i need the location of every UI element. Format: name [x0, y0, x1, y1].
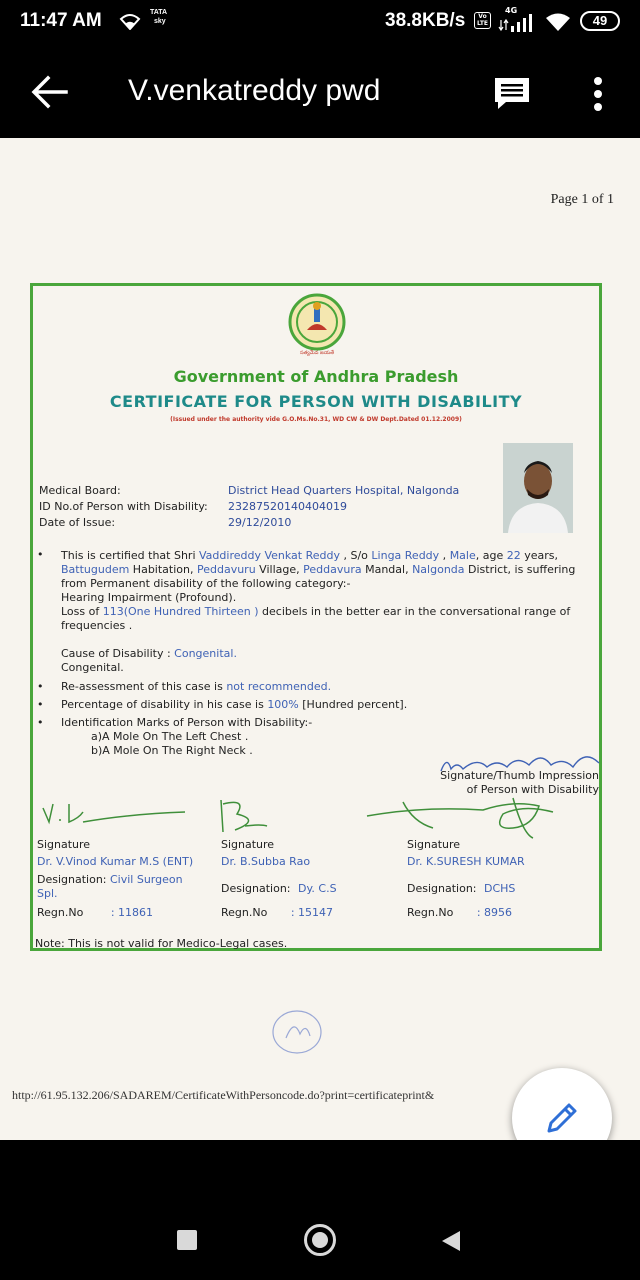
status-time: 11:47 AM: [20, 10, 102, 31]
volte-line1: Vo: [478, 13, 487, 20]
pencil-edit-icon: [545, 1101, 579, 1135]
stamp-icon: [270, 1008, 324, 1056]
volte-line2: LTE: [476, 20, 489, 27]
net-speed: 38.8KB/s: [385, 10, 466, 31]
comment-icon[interactable]: [492, 76, 532, 112]
info-value: 23287520140404019: [228, 500, 347, 513]
identification-marks-label: Identification Marks of Person with Disability:-: [61, 716, 313, 729]
network-type: 4G: [505, 6, 518, 15]
certificate-title: CERTIFICATE FOR PERSON WITH DISABILITY: [109, 392, 523, 411]
info-label: ID No.of Person with Disability:: [39, 500, 208, 513]
volte-icon: [474, 12, 491, 29]
sig3-label: Signature: [407, 838, 461, 851]
sig3-regn: Regn.No : 8956: [407, 906, 513, 919]
wifi-strong-icon: [544, 12, 572, 32]
battery-icon: 49: [580, 11, 620, 31]
system-nav-bar: [0, 1140, 640, 1280]
bullet: •: [37, 548, 44, 561]
back-arrow-icon[interactable]: [30, 74, 70, 110]
carrier-line2: sky: [154, 18, 166, 25]
certification-paragraph: This is certified that Shri Vaddireddy Venkat Reddy , S/o Linga Reddy , Male, age 22 years, Battugudem Habitation, Peddavuru Village, Peddavura Mandal, Nalgonda District, is suffering from Permanent disability of the following category:-: [61, 549, 576, 590]
sig2-regn: Regn.No : 15147: [221, 906, 334, 919]
info-medical-board: [39, 483, 460, 499]
government-heading: Government of Andhra Pradesh: [173, 367, 459, 386]
sig1-label: Signature: [37, 838, 91, 851]
document-viewer[interactable]: [0, 138, 640, 1140]
person-photo-image: [503, 443, 573, 533]
app-bar: [0, 42, 640, 138]
sig3-designation: Designation: DCHS: [407, 882, 516, 895]
recents-square-icon[interactable]: [177, 1230, 197, 1250]
sig1-regn: Regn.No : 11861: [37, 906, 154, 919]
info-id-no: [39, 499, 347, 515]
bullet: •: [37, 680, 44, 693]
status-bar: [0, 0, 640, 42]
officer1-signature-icon: [39, 798, 189, 832]
cause-of-disability: Cause of Disability : Congenital.: [61, 647, 237, 660]
officer2-signature-icon: [211, 796, 281, 836]
certificate: [30, 283, 602, 951]
person-signature-label: Signature/Thumb Impression of Person with Disability: [440, 769, 599, 796]
sig2-label: Signature: [221, 838, 275, 851]
identification-mark-a: a)A Mole On The Left Chest .: [91, 730, 249, 743]
cause-of-disability-2: Congenital.: [61, 661, 124, 674]
officer3-signature-icon: [363, 794, 563, 842]
info-date-of-issue: [39, 515, 292, 531]
emblem-motto: సత్యమేవ జయతే: [299, 350, 335, 356]
page-label: Page 1 of 1: [550, 192, 614, 207]
info-value: District Head Quarters Hospital, Nalgonda: [228, 484, 460, 497]
disability-category: Hearing Impairment (Profound).: [61, 591, 237, 604]
sig1-name: Dr. V.Vinod Kumar M.S (ENT): [37, 855, 194, 868]
hearing-loss-text: Loss of 113(One Hundred Thirteen ) decibels in the better ear in the conversational range of frequencies .: [61, 605, 571, 632]
sig2-name: Dr. B.Subba Rao: [221, 855, 311, 868]
authority-line: (Issued under the authority vide G.O.Ms.No.31, WD CW & DW Dept.Dated 01.12.2009): [170, 416, 462, 423]
medico-legal-note: Note: This is not valid for Medico-Legal cases.: [35, 937, 288, 950]
sig3-name: Dr. K.SURESH KUMAR: [407, 855, 525, 868]
sig2-designation: Designation: Dy. C.S: [221, 882, 337, 895]
info-value: 29/12/2010: [228, 516, 292, 529]
more-vert-icon[interactable]: [584, 74, 612, 114]
carrier-line1: TATA: [150, 9, 168, 16]
carrier-label: [150, 8, 167, 26]
bullet: •: [37, 716, 44, 729]
home-circle-icon[interactable]: [304, 1224, 336, 1256]
reassessment-text: Re-assessment of this case is not recommended.: [61, 680, 332, 693]
percentage-text: Percentage of disability in his case is 100% [Hundred percent].: [61, 698, 408, 711]
sig1-designation: Designation: Civil Surgeon Spl.: [37, 873, 183, 900]
source-url: http://61.95.132.206/SADAREM/CertificateWithPersoncode.do?print=certificateprint&: [12, 1088, 435, 1102]
person-photo: [503, 443, 573, 533]
government-emblem-icon: [285, 292, 349, 356]
info-label: Date of Issue:: [39, 516, 116, 529]
document-title: V.venkatreddy pwd: [128, 74, 381, 107]
bullet: •: [37, 698, 44, 711]
identification-mark-b: b)A Mole On The Right Neck .: [91, 744, 253, 757]
wifi-icon: [118, 12, 142, 30]
back-triangle-icon[interactable]: [440, 1229, 462, 1253]
info-label: Medical Board:: [39, 484, 121, 497]
